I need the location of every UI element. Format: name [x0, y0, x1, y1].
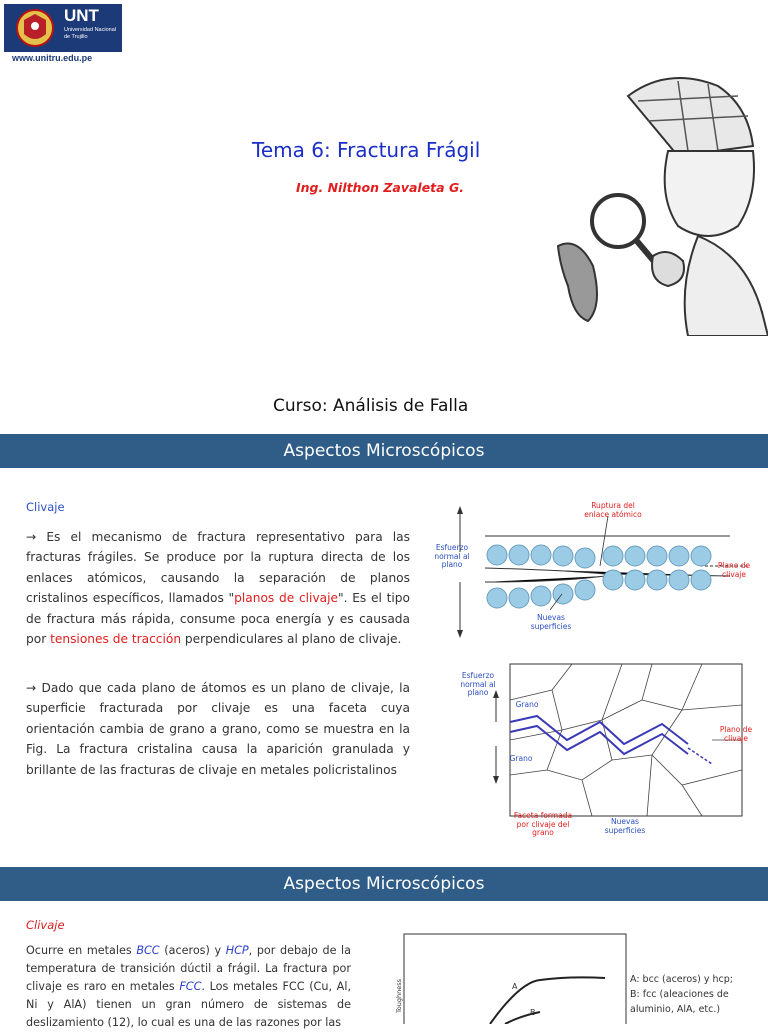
author-name: Ing. Nilthon Zavaleta G. [296, 180, 464, 195]
legend-b: B: fcc (aleaciones de [630, 989, 729, 1000]
highlight-hcp: HCP [225, 944, 249, 957]
toughness-chart [390, 930, 630, 1024]
highlight-fcc: FCC [179, 980, 202, 993]
label-plano: Plano de clivaje [717, 561, 751, 579]
paragraph-1: → Es el mecanismo de fractura representativo para las fracturas frágiles. Se produce por la ruptura directa de los enlaces atómicos, causando la separación de planos cristalinos específicos, llamados "planos de clivaje". Es el tipo de fractura más rápida, consume poca energía y es causada por tensiones de tracción perpendiculares al plano de clivaje. [26, 530, 411, 647]
presentation-title: Tema 6: Fractura Frágil [252, 138, 481, 162]
course-name: Curso: Análisis de Falla [273, 396, 469, 416]
legend-c: aluminio, AlA, etc.) [630, 1004, 721, 1015]
legend-a: A: bcc (aceros) y hcp; [630, 974, 733, 985]
label-faceta: Faceta formada por clivaje del grano [513, 811, 573, 837]
label-nuevas-2: Nuevas superficies [604, 817, 646, 835]
arrow-icon: → [26, 681, 37, 695]
label-ruptura: Ruptura del enlace atómico [584, 501, 642, 519]
label-grano-1: Grano [515, 700, 539, 709]
arrow-icon: → [26, 530, 37, 544]
highlight-tensiones: tensiones de tracción [50, 632, 182, 647]
crest-icon [10, 8, 60, 48]
highlight-bcc: BCC [136, 944, 160, 957]
curve-label-b: B [530, 1008, 536, 1017]
cleavage-atomic-diagram [430, 492, 760, 642]
section-band-1: Aspectos Microscópicos [0, 434, 768, 468]
label-esfuerzo-2: Esfuerzo normal al plano [460, 671, 496, 697]
detective-illustration [528, 56, 768, 336]
chart-legend [630, 972, 768, 1017]
logo-subtitle: Universidad Nacional de Trujillo [64, 27, 116, 40]
section-heading-clivaje: Clivaje [26, 500, 65, 514]
chart-ylabel: Toughness [395, 978, 404, 1014]
label-plano-2: Plano de clivaje [719, 725, 753, 743]
label-grano-2: Grano [509, 754, 533, 763]
site-url[interactable]: www.unitru.edu.pe [12, 53, 93, 63]
section-heading-clivaje-2: Clivaje [26, 918, 65, 932]
logo-name: UNT [64, 6, 99, 25]
section-band-2: Aspectos Microscópicos [0, 867, 768, 901]
label-esfuerzo: Esfuerzo normal al plano [434, 543, 470, 569]
paragraph-2: → Dado que cada plano de átomos es un plano de clivaje, la superficie fracturada por clivaje es una faceta cuya orientación cambia de grano a grano, como se muestra en la Fig. La fractura cristalina causa la aparición granulada y brillante de las fracturas de clivaje en metales policristalinos [26, 681, 411, 777]
curve-label-a: A [512, 982, 518, 991]
label-nuevas: Nuevas superficies [530, 613, 572, 631]
paragraph-3: Ocurre en metales BCC (aceros) y HCP, por debajo de la temperatura de transición dúctil a frágil. La fractura por clivaje es raro en metales FCC. Los metales FCC (Cu, Al, Ni y AlA) tienen un gran número de sistemas de deslizamiento (12), lo cual es una de las razones por las [26, 944, 352, 1029]
highlight-planos: planos de clivaje [234, 591, 339, 606]
cleavage-grain-diagram [452, 660, 764, 850]
